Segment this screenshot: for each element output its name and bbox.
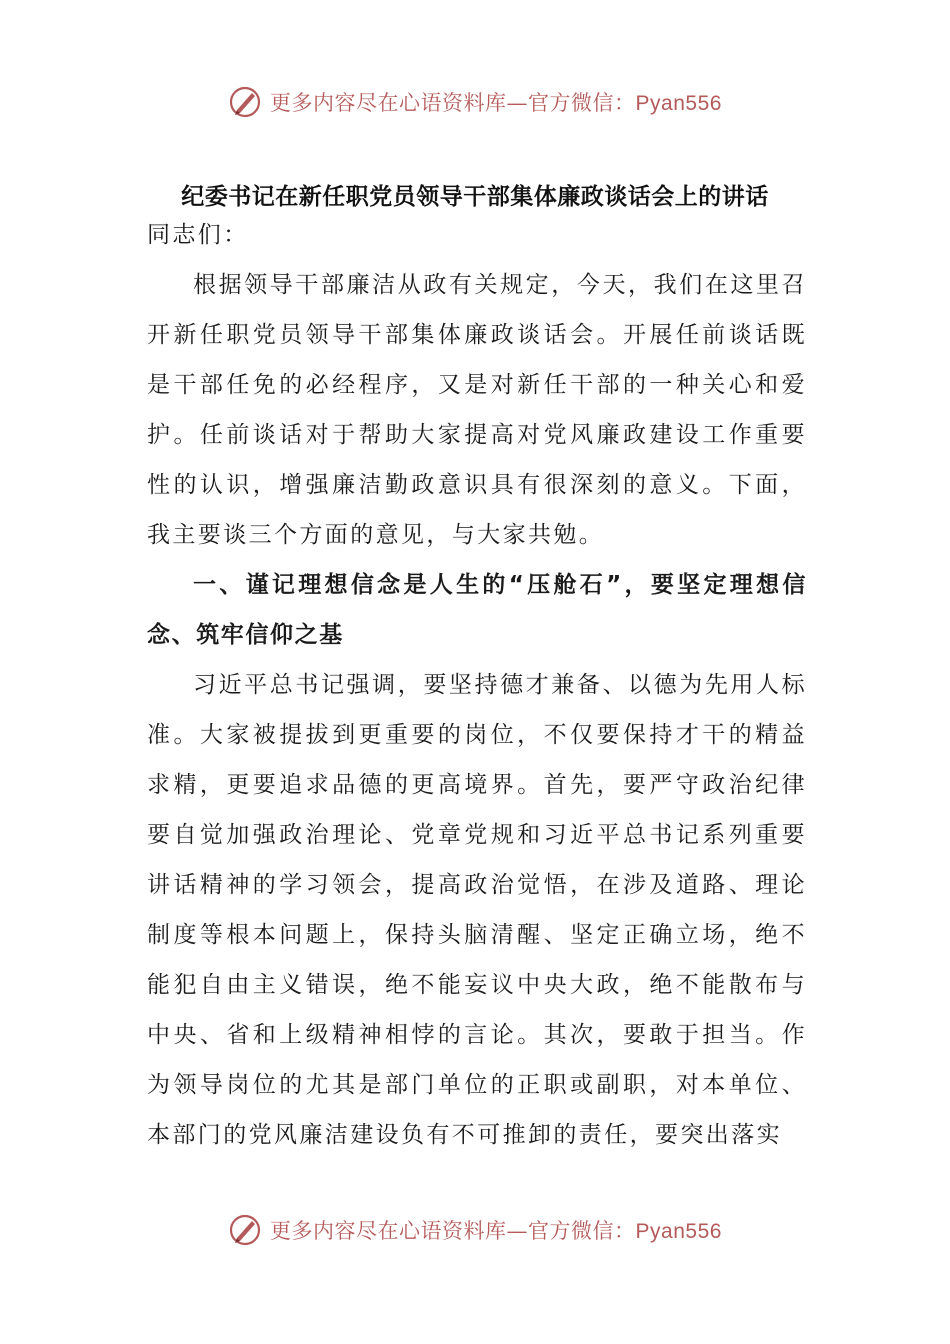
banner-wechat-id: Pyan556	[635, 92, 722, 115]
banner-text	[270, 1215, 722, 1245]
document-title: 纪委书记在新任职党员领导干部集体廉政谈话会上的讲话	[181, 184, 769, 210]
footer-banner	[0, 1208, 950, 1252]
header-banner	[0, 80, 950, 124]
banner-text	[270, 87, 722, 117]
banner-slogan: 更多内容尽在心语资料库—官方微信：	[270, 91, 636, 115]
salutation: 同志们：	[147, 222, 249, 248]
banner-wechat-id: Pyan556	[635, 1220, 722, 1243]
pen-logo-icon	[228, 85, 262, 119]
paragraph-intro: 根据领导干部廉洁从政有关规定，今天，我们在这里召开新任职党员领导干部集体廉政谈话会。开展任前谈话既是干部任免的必经程序，又是对新任干部的一种关心和爱护。任前谈话对于帮助大家提高对党风廉政建设工作重要性的认识，增强廉洁勤政意识具有很深刻的意义。下面，我主要谈三个方面的意见，与大家共勉。	[147, 272, 807, 548]
section-heading-1: 一、谨记理想信念是人生的“压舱石”，要坚定理想信念、筑牢信仰之基	[147, 572, 807, 648]
document-body	[147, 210, 807, 1160]
pen-logo-icon	[228, 1213, 262, 1247]
banner-slogan: 更多内容尽在心语资料库—官方微信：	[270, 1219, 636, 1243]
section-body-1: 习近平总书记强调，要坚持德才兼备、以德为先用人标准。大家被提拔到更重要的岗位，不仅要保持才干的精益求精，更要追求品德的更高境界。首先，要严守政治纪律要自觉加强政治理论、党章党规和习近平总书记系列重要讲话精神的学习领会，提高政治觉悟，在涉及道路、理论制度等根本问题上，保持头脑清醒、坚定正确立场，绝不能犯自由主义错误，绝不能妄议中央大政，绝不能散布与中央、省和上级精神相悖的言论。其次，要敢于担当。作为领导岗位的尤其是部门单位的正职或副职，对本单位、本部门的党风廉洁建设负有不可推卸的责任，要突出落实	[147, 672, 807, 1148]
